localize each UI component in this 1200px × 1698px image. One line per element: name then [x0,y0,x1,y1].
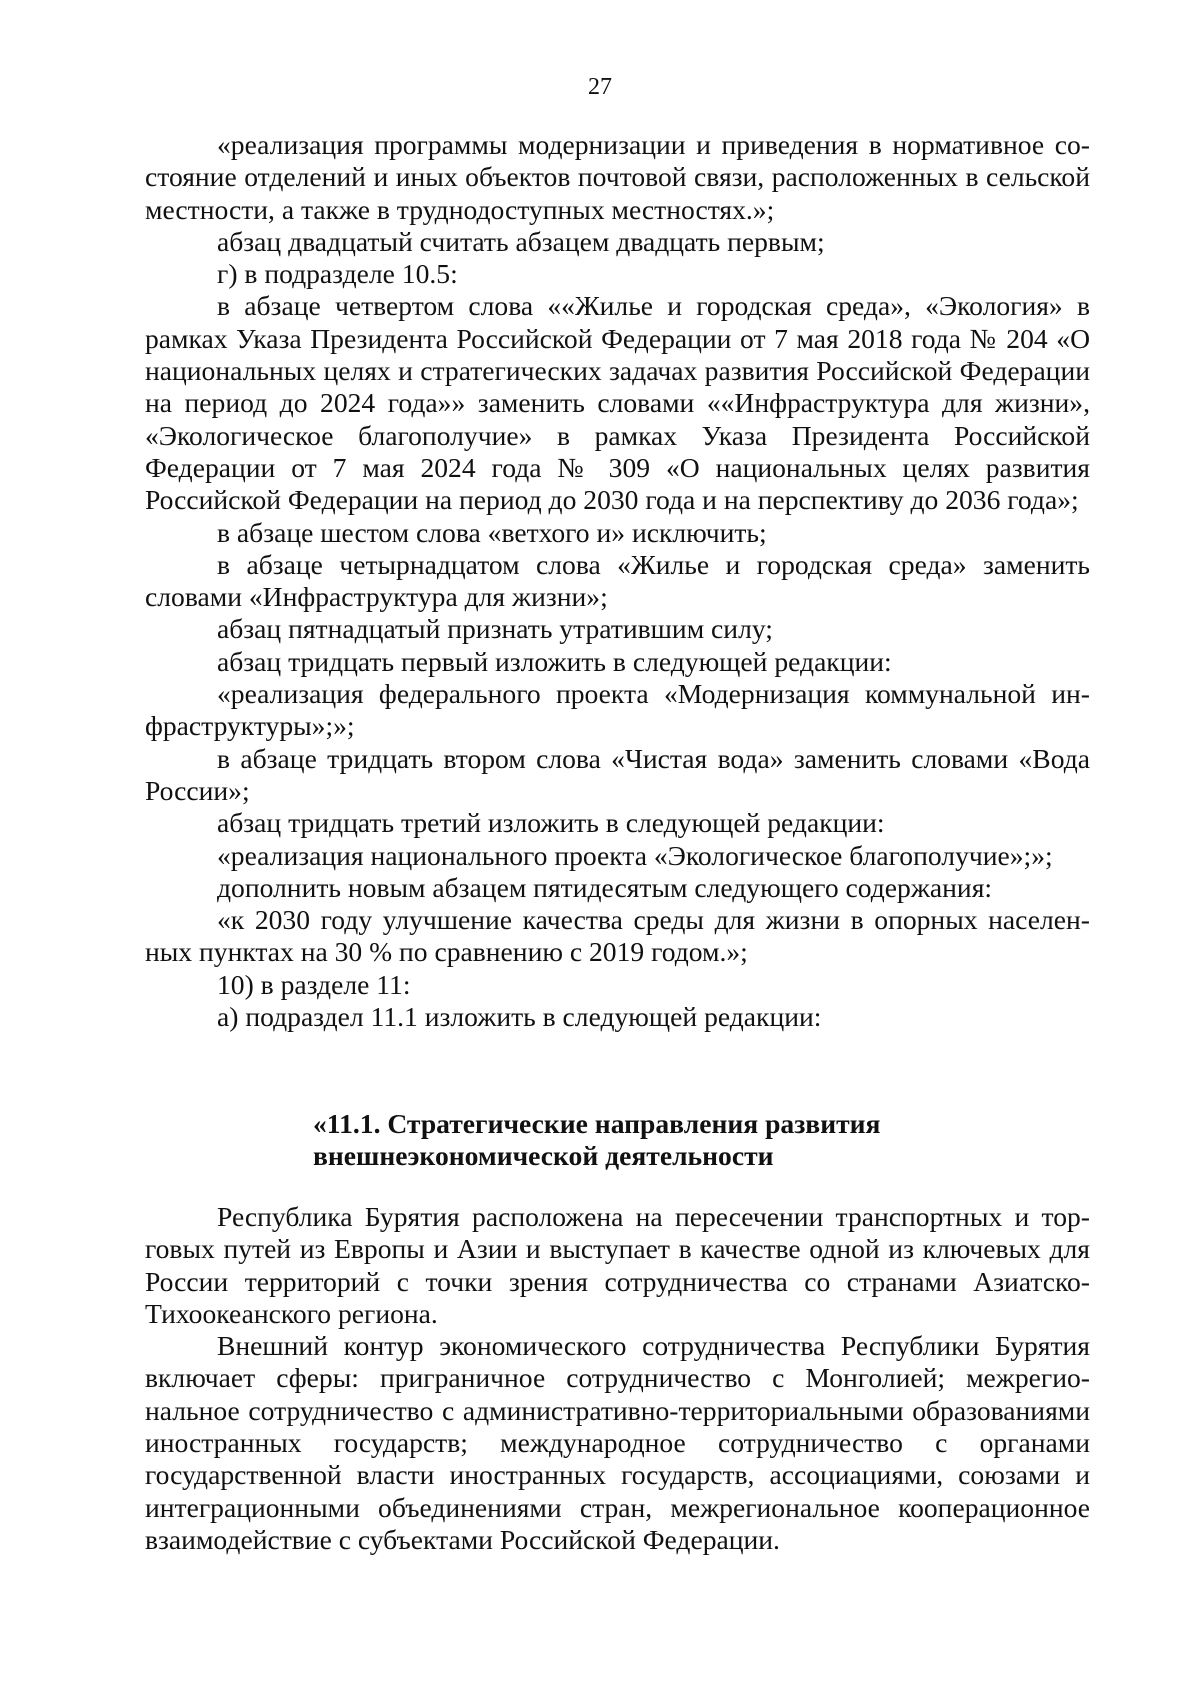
paragraph: Республика Бурятия расположена на пересечении транспортных и торговых путей из Европы и Азии и выступает в качестве одной из ключевых для России территорий с точки зрения сотрудничества со странами Азиатско-Тихоокеанского региона. [145,1201,1090,1329]
paragraph: абзац пятнадцатый признать утратившим силу; [217,613,773,645]
paragraph: г) в подразделе 10.5: [217,258,458,290]
page-number: 27 [588,74,612,100]
section-heading [313,1108,1053,1172]
paragraph: а) подраздел 11.1 изложить в следующей редакции: [217,1001,822,1033]
paragraph: абзац двадцатый считать абзацем двадцать первым; [217,225,825,257]
paragraph: «реализация национального проекта «Экологическое благополучие»;»; [217,839,1053,871]
section-heading-line: «11.1. Стратегические направления развития [313,1108,881,1139]
paragraph: в абзаце четвертом слова ««Жилье и городская среда», «Экология» в рамках Указа Президента Российской Федерации от 7 мая 2018 года № 204 «О национальных целях и стратегических задачах развития Российской Федерации на период до 2024 года»» заменить словами ««Инфраструктура для жизни», «Экологическое благополучие» в рамках Указа Президента Российской Федерации от 7 мая 2024 года № 309 «О национальных целях развития Российской Федерации на период до 2030 года и на перспективу до 2036 года»; [145,290,1090,516]
paragraph: в абзаце шестом слова «ветхого и» исключить; [217,516,767,548]
paragraph: «к 2030 году улучшение качества среды для жизни в опорных населенных пунктах на 30 % по сравнению с 2019 годом.»; [145,904,1090,968]
paragraph: в абзаце тридцать втором слова «Чистая вода» заменить словами «Вода России»; [145,742,1090,806]
paragraph: 10) в разделе 11: [217,968,411,1000]
paragraph: в абзаце четырнадцатом слова «Жилье и городская среда» заменить словами «Инфраструктура для жизни»; [145,548,1090,613]
section-text [145,1201,1090,1556]
paragraph: «реализация программы модернизации и приведения в нормативное состояние отделений и иных объектов почтовой связи, расположенных в сельской местности, а также в труднодоступных местностях.»; [145,129,1090,225]
paragraph: абзац тридцать третий изложить в следующей редакции: [217,807,885,839]
paragraph: абзац тридцать первый изложить в следующей редакции: [217,645,892,677]
paragraph: «реализация федерального проекта «Модернизация коммунальной инфраструктуры»;»; [145,678,1090,742]
paragraph: дополнить новым абзацем пятидесятым следующего содержания: [217,871,993,903]
amendment-text [145,129,1090,1033]
paragraph: Внешний контур экономического сотрудничества Республики Бурятия включает сферы: приграничное сотрудничество с Монголией; межрегиональное сотрудничество с административно-территориальными образованиями иностранных государств; международное сотрудничество с органами государственной власти иностранных государств, ассоциациями, союзами и интеграционными объединениями стран, межрегиональное кооперационное взаимодействие с субъектами Российской Федерации. [145,1330,1090,1555]
section-heading-line: внешнеэкономической деятельности [313,1140,774,1171]
